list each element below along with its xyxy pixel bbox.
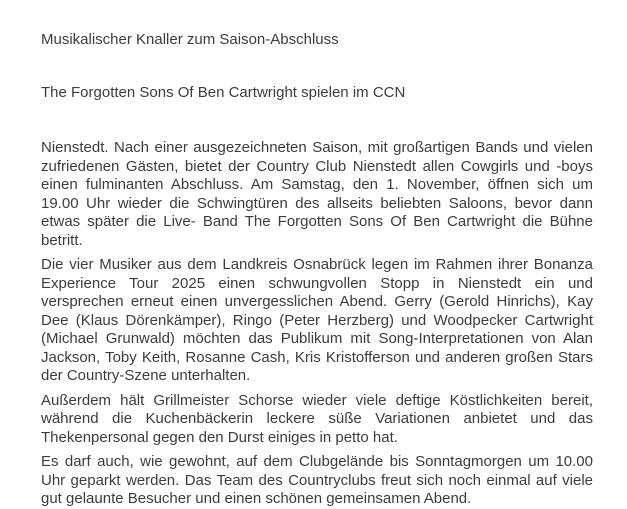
- paragraph-catering: Außerdem hält Grillmeister Schorse wieder viele deftige Köstlichkeiten bereit, während die Kuchenbäckerin leckere süße Variationen anbietet und das Thekenpersonal gegen den Durst einiges in petto hat.: [41, 391, 593, 446]
- paragraph-intro: Nienstedt. Nach einer ausgezeichneten Saison, mit großartigen Bands und vielen zufriedenen Gästen, bietet der Country Club Nienstedt allen Cowgirls und -boys einen fulminanten Abschluss. Am Samstag, den 1. November, öffnen sich um 19.00 Uhr wieder die Schwingtüren des allseits beliebten Saloons, bevor dann etwas später die Live- Band The Forgotten Sons Of Ben Cartwright die Bühne betritt.: [41, 139, 593, 249]
- document-title: Musikalischer Knaller zum Saison-Abschluss: [41, 31, 339, 48]
- document-subtitle: The Forgotten Sons Of Ben Cartwright spielen im CCN: [41, 83, 406, 101]
- paragraph-band-details: Die vier Musiker aus dem Landkreis Osnabrück legen im Rahmen ihrer Bonanza Experience Tour 2025 einen schwungvollen Stopp in Nienstedt ein und versprechen erneut einen unvergesslichen Abend. Gerry (Gerold Hinrichs), Kay Dee (Klaus Dörenkämper), Ringo (Peter Herzberg) und Woodpecker Cartwright (Michael Grunwald) möchten das Publikum mit Song-Interpretationen von Alan Jackson, Toby Keith, Rosanne Cash, Kris Kristofferson und anderen großen Stars der Country-Szene unterhalten.: [41, 256, 593, 384]
- paragraph-parking-closing: Es darf auch, wie gewohnt, auf dem Clubgelände bis Sonntagmorgen um 10.00 Uhr geparkt werden. Das Team des Countryclubs freut sich noch einmal auf viele gut gelaunte Besucher und einen schönen gemeinsamen Abend.: [41, 453, 593, 507]
